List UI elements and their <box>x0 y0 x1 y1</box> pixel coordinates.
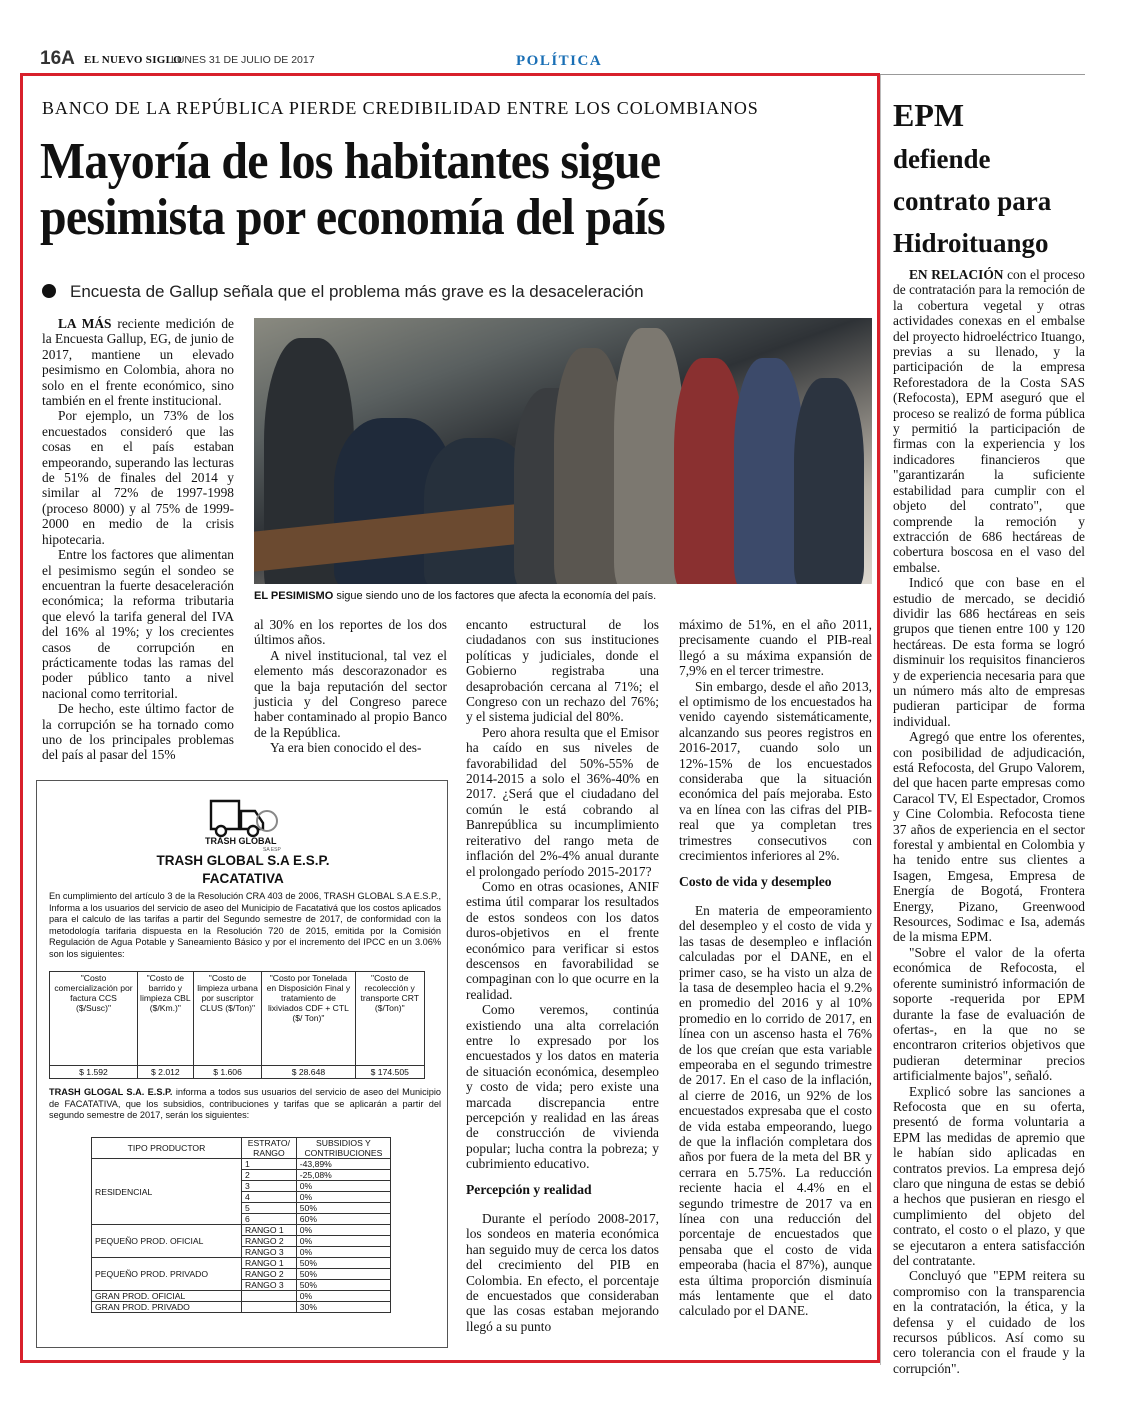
cost-header-cell: "Costo de recolección y transporte CRT ($/Ton)" <box>355 972 424 1066</box>
trash-global-notice <box>36 780 448 1348</box>
sidebar-article <box>893 267 1085 1376</box>
subsidy-header-cell: SUBSIDIOS Y CONTRIBUCIONES <box>296 1138 390 1159</box>
paragraph: A nivel institucional, tal vez el elemento más descorazonador es que la baja reputación del sector justicia y del Congreso parece haber contaminado al propio Banco de la República. <box>254 647 447 740</box>
paragraph: Pero ahora resulta que el Emisor ha caído en sus niveles de favorabilidad del 50%-55% de 2014-2015 a solo el 36%-40% en 2017. ¿Será que el ciudadano del común le está cobrando al Banrepública su incumplimiento reiterativo del rango meta de inflación del 2%-4% anual durante el prolongado período 2015-2017? <box>466 724 659 879</box>
logo-subtext: SA ESP <box>263 847 281 853</box>
producer-type-cell: PEQUEÑO PROD. PRIVADO <box>92 1258 242 1291</box>
paragraph: Concluyó que "EPM reitera su compromiso con la transparencia en la contratación, la ética, y la defensa y el cuidado de los recursos públicos. Así como su cero tolerancia con el fraude y la corrupción". <box>893 1268 1085 1376</box>
subsidy-cell: 60% <box>296 1214 390 1225</box>
page-number: 16A <box>40 48 75 69</box>
logo-text: TRASH GLOBAL <box>205 836 277 846</box>
section-subheading: Percepción y realidad <box>466 1181 592 1197</box>
caption-text: sigue siendo uno de los factores que afecta la economía del país. <box>336 590 657 602</box>
subsidy-cell: 50% <box>296 1269 390 1280</box>
subsidies-table <box>91 1137 391 1313</box>
company-name: TRASH GLOBAL S.A E.S.P. <box>156 853 330 868</box>
subsidy-cell: 30% <box>296 1302 390 1313</box>
cost-value-cell: $ 2.012 <box>137 1066 193 1079</box>
subsidy-cell: 0% <box>296 1247 390 1258</box>
subsidy-cell: 2 <box>242 1170 297 1181</box>
lead-word: LA MÁS <box>58 316 112 331</box>
article-kicker: BANCO DE LA REPÚBLICA PIERDE CREDIBILIDAD ENTRE LOS COLOMBIANOS <box>42 98 759 118</box>
subsidy-cell: 0% <box>296 1181 390 1192</box>
subsidy-cell: 0% <box>296 1225 390 1236</box>
paragraph: Ya era bien conocido el des- <box>270 740 422 756</box>
article-photo <box>254 318 872 584</box>
subsidy-cell: 5 <box>242 1203 297 1214</box>
paragraph: encanto estructural de los ciudadanos con sus instituciones políticas y judiciales, donde el Gobierno registraba una desaprobación cercana al 71%; el Congreso con un rechazo del 76%; y el sistema judicial del 80%. <box>466 617 659 725</box>
paragraph: Como veremos, continúa existiendo una alta correlación entre lo expresado por los encuestados y los datos en materia de situación económica, desempleo y costo de vida; pero existe una marcada discrepancia entre percepción y realidad en las áreas de construcción de vivienda popular; lucha contra la pobreza; y cubrimiento educativo. <box>466 1002 659 1172</box>
paragraph: Durante el período 2008-2017, los sondeos en materia económica han seguido muy de cerca los datos del crecimiento del PIB en Colombia. En efecto, el porcentaje de encuestados que consideraban que las cosas estaban mejorando llegó a su punto <box>466 1211 659 1334</box>
subhead-text: Encuesta de Gallup señala que el problema más grave es la desaceleración <box>70 282 644 301</box>
producer-type-cell: PEQUEÑO PROD. OFICIAL <box>92 1225 242 1258</box>
subsidy-cell: 0% <box>296 1291 390 1302</box>
article-headline <box>40 134 868 246</box>
subsidy-header-cell: ESTRATO/ RANGO <box>242 1138 297 1159</box>
paragraph: al 30% en los reportes de los dos últimos años. <box>254 617 447 648</box>
cost-value-cell: $ 1.606 <box>193 1066 262 1079</box>
subsidy-cell: RANGO 3 <box>242 1280 297 1291</box>
cost-value-cell: $ 1.592 <box>50 1066 138 1079</box>
cost-header-cell: "Costo por Tonelada en Disposición Final y tratamiento de lixiviados CDF + CTL ($/ Ton)" <box>262 972 355 1066</box>
caption-lead: EL PESIMISMO <box>254 590 334 602</box>
sidebar-title-main: EPM <box>893 97 965 133</box>
subsidy-row <box>92 1302 391 1313</box>
subsidy-row <box>92 1159 391 1170</box>
bullet-icon <box>42 284 56 298</box>
photo-caption <box>254 590 656 602</box>
lead-word: EN RELACIÓN <box>909 267 1004 282</box>
subsidy-cell: -43,89% <box>296 1159 390 1170</box>
producer-type-cell: GRAN PROD. OFICIAL <box>92 1291 242 1302</box>
cost-table <box>49 971 425 1079</box>
article-column-1 <box>42 316 234 763</box>
paragraph: máximo de 51%, en el año 2011, precisamente cuando el PIB-real llegó a su máxima expansión de 7,9% en el tercer trimestre. <box>679 617 872 679</box>
subsidy-cell: RANGO 2 <box>242 1269 297 1280</box>
subsidy-cell: RANGO 3 <box>242 1247 297 1258</box>
subsidy-row <box>92 1291 391 1302</box>
cost-header-cell: "Costo de limpieza urbana por suscriptor CLUS ($/Ton)" <box>193 972 262 1066</box>
cost-header-cell: "Costo de barrido y limpieza CBL ($/Km.)" <box>137 972 193 1066</box>
subsidy-row <box>92 1225 391 1236</box>
notice-paragraph-1: En cumplimiento del artículo 3 de la Resolución CRA 403 de 2006, TRASH GLOBAL S.A E.S.P., Informa a los usuarios del servicio de aseo del Municipio de Facatativá que los costos aplicados para el calculo de las tarifas a partir del Segundo semestre de 2017, de conformidad con la metodología tarifaria dispuesta en la Resolución 720 de 2015, emitida por la Comisión Regulación de Agua Potable y Saneamiento Básico y por el incremento del IPCC en un 3.06% son los siguientes: <box>49 891 441 959</box>
subsidy-cell: RANGO 1 <box>242 1225 297 1236</box>
paragraph: Indicó que con base en el estudio de mercado, se decidió dividir las 686 hectáreas en seis grupos que tienen entre 100 y 120 hectáreas. De esta forma se logró disminuir los requisitos financieros y de experiencia necesaria para que un número más alto de empresas pudieran participar de forma individual. <box>893 575 1085 729</box>
article-column-2 <box>254 617 447 756</box>
producer-type-cell: GRAN PROD. PRIVADO <box>92 1302 242 1313</box>
paragraph: En materia de empeoramiento del desempleo y el costo de vida y las tasas de desempleo e inflación calculadas por el DANE, en el primer caso, se ha visto un alza de la tasa de desempleo hacia el 9.2% en promedio del 2016 y al 10% promedio en lo corrido de 2017, en línea con un ascenso hasta el 76% de los que creían que esta variable empeoraba en el segundo trimestre de 2017. En el caso de la inflación, al cierre de 2016, un 92% de los encuestados expresaba que el costo de vida estaba empeorando, luego de que la inflación completara dos años por fuera de la meta del BR y cerrara en 5.75%. La reducción reciente hacia el 4.4% en el segundo trimestre de 2017 va en línea con una reducción del porcentaje de encuestados que pensaba que el costo de vida empeoraba (hacia el 87%), aunque esta última proporción disminuía más lentamente que el dato calculado por el DANE. <box>679 902 872 1319</box>
subsidy-cell: 6 <box>242 1214 297 1225</box>
section-subheading: Costo de vida y desempleo <box>679 873 832 889</box>
subsidy-cell: 50% <box>296 1280 390 1291</box>
paragraph: Explicó sobre las sanciones a Refocosta que en su oferta, presentó de forma voluntaria a EPM las medidas de apremio que le habían sido aplicadas en contratos previos. La empresa dejó claro que ninguna de estas se debió a hechos que pusieran en riesgo el cumplimiento del objeto del contrato, el costo o el plazo, y que se ejecutaron a entera satisfacción del contratante. <box>893 1083 1085 1268</box>
publication-name: EL NUEVO SIGLO <box>84 54 183 66</box>
subsidy-cell: 1 <box>242 1159 297 1170</box>
subsidy-cell: 0% <box>296 1236 390 1247</box>
article-subhead <box>42 282 644 302</box>
subsidy-header-cell: TIPO PRODUCTOR <box>92 1138 242 1159</box>
paragraph: Por ejemplo, un 73% de los encuestados consideró que las cosas en el país estaban empeorando, superando las lecturas de 51% de finales del 2014 y similar al 72% de 1997-1998 (proceso 8000) y al 75% de 1999-2000 en medio de la crisis hipotecaria. <box>42 408 234 547</box>
subsidy-cell: 4 <box>242 1192 297 1203</box>
paragraph: reciente medición de la Encuesta Gallup, EG, de junio de 2017, mantiene un elevado pesimismo en Colombia, ahora no solo en el frente económico, sino también en el frente institucional. <box>42 316 234 409</box>
notice-paragraph-2 <box>49 1087 441 1122</box>
subsidy-cell: 3 <box>242 1181 297 1192</box>
subsidy-cell: RANGO 1 <box>242 1258 297 1269</box>
paragraph: con el proceso de contratación para la remoción de la cobertura vegetal y otras actividades conexas en el embalse del proyecto hidroeléctrico Ituango, previas a su llenado, y la participación de la empresa Reforestadora de la Costa SAS (Refocosta), EPM aseguró que el proceso se realizó de forma pública y permitió la participación de firmas con la experiencia y los indicadores financieros que "garantizarán la suficiente estabilidad para cumplir con el objeto del contrato", que comprende la remoción y extracción de 686 hectáreas de cobertura boscosa en el vaso del embalse. <box>893 267 1085 575</box>
paragraph: Entre los factores que alimentan el pesimismo según el sondeo se encuentran la fuerte desaceleración económica; la reforma tributaria que elevó la tarifa general del IVA del 16% al 19%; y los crecientes casos de corrupción en prácticamente todas las ramas del poder público tanto a nivel nacional como territorial. <box>42 547 234 701</box>
column-divider <box>880 75 881 1365</box>
paragraph: Agregó que entre los oferentes, con posibilidad de adjudicación, está Refocosta, del Grupo Valorem, del que hacen parte empresas como Caracol TV, El Espectador, Cromos y Cine Colombia. Refocosta tiene 37 años de experiencia en el sector forestal y ambiental en Colombia y ha tenido entre sus clientes a Isagen, Emgesa, Empresa de Energía de Bogotá, Frontera Energy, Pizano, Greenwood Resources, Sodimac e Isa, además de la misma EPM. <box>893 729 1085 945</box>
subsidy-cell: RANGO 2 <box>242 1236 297 1247</box>
producer-type-cell: RESIDENCIAL <box>92 1159 242 1225</box>
subsidy-cell: 0% <box>296 1192 390 1203</box>
cost-value-cell: $ 28.648 <box>262 1066 355 1079</box>
cost-value-cell: $ 174.505 <box>355 1066 424 1079</box>
sidebar-title-sub: defiende contrato para Hidroituango <box>893 144 1052 258</box>
publication-date: LUNES 31 DE JULIO DE 2017 <box>171 54 315 66</box>
headline-line-1: Mayoría de los habitantes sigue <box>40 133 661 190</box>
paragraph: "Sobre el valor de la oferta económica de Refocosta, el oferente suministró información de soporte -requerida por EPM durante la fase de evaluación de ofertas-, en la que no se encontraron criterios objetivos que pudieran determinar precios artificialmente bajos", señaló. <box>893 944 1085 1084</box>
paragraph: Sin embargo, desde el año 2013, el optimismo de los encuestados ha venido cayendo sistemáticamente, alcanzando sus peores registros en 2016-2017, cuando solo un 12%-15% de los encuestados consideraba que la situación económica del país mejoraba. Esto va en línea con las cifras del PIB-real que ya completan tres trimestres consecutivos con crecimientos inferiores al 2%. <box>679 678 872 864</box>
notice-lead: TRASH GLOGAL S.A. E.S.P. <box>49 1087 173 1097</box>
headline-line-2: pesimista por economía del país <box>40 189 665 246</box>
paragraph: Como en otras ocasiones, ANIF estima útil comparar los resultados de estos sondeos con los datos duros-objetivos en el frente económico para verificar si estos descensos en favorabilidad se compaginan con lo que ocurre en la realidad. <box>466 878 659 1002</box>
article-column-3 <box>466 617 659 1334</box>
article-column-4 <box>679 617 872 1319</box>
subsidy-cell <box>242 1302 297 1313</box>
subsidy-cell: -25,08% <box>296 1170 390 1181</box>
subsidy-row <box>92 1258 391 1269</box>
section-title: POLÍTICA <box>516 53 603 69</box>
paragraph: De hecho, este último factor de la corrupción se ha tornado como uno de los principales problemas del país al pasar del 15% <box>42 701 234 763</box>
notice-text: informa a todos sus usuarios del servicio de aseo del Municipio de FACATATIVA, que los subsidios, contribuciones y tarifas que se aplicarán a partir del segundo semestre de 2017, serán los siguientes: <box>49 1087 441 1121</box>
subsidy-cell: 50% <box>296 1203 390 1214</box>
cost-header-cell: "Costo comercialización por factura CCS ($/Susc)" <box>50 972 138 1066</box>
company-city: FACATATIVA <box>202 871 284 886</box>
subsidy-cell <box>242 1291 297 1302</box>
subsidy-cell: 50% <box>296 1258 390 1269</box>
